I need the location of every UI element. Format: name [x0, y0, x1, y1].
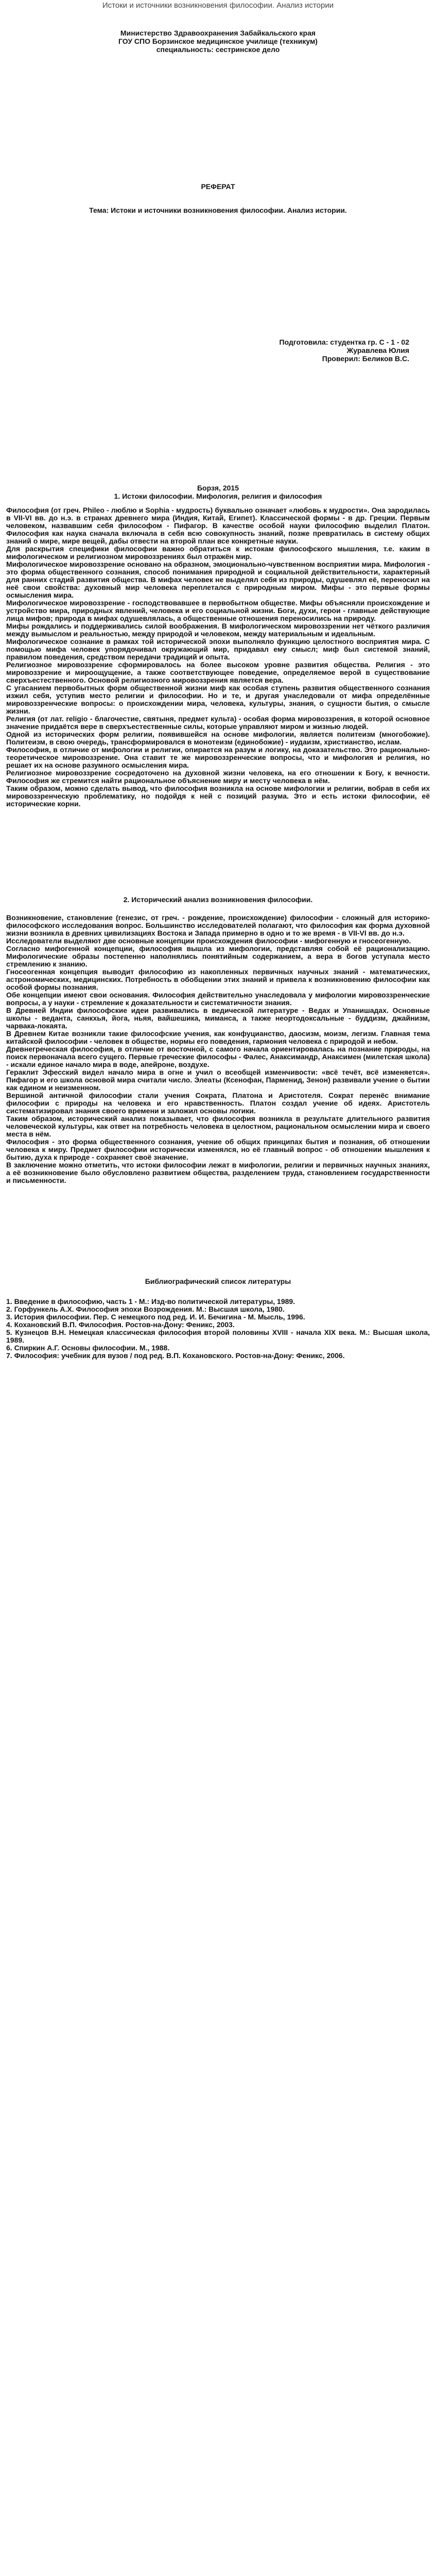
section1-paragraph: Религия (от лат. religio - благочестие, святыня, предмет культа) - особая форма мировоззрения, в которой основное значение придаётся вере в сверхъестественные силы, которые управляют миром и жизнью людей. — [6, 715, 430, 731]
student-line: Подготовила: студентка гр. С - 1 - 02 — [279, 338, 409, 346]
bibliography-item: 4. Кохановский В.П. Философия. Ростов-на-Дону: Феникс, 2003. — [6, 1320, 235, 1329]
section2-paragraph: Вершиной античной философии стали учения Сократа, Платона и Аристотеля. Сократ перенёс внимание философии с природы на человека и его нравственность. Платон создал учение об идеях. Аристотель систематизировал знания своего времени и заложил основы логики. — [6, 1091, 430, 1115]
bibliography-item: 7. Философия: учебник для вузов / под ред. В.П. Кохановского. Ростов-на-Дону: Феникс, 2006. — [6, 1351, 345, 1360]
section2-paragraph: Согласно мифогенной концепции, философия вышла из мифологии, представляя собой её рационализацию. Мифологические образы постепенно наполнялись понятийным содержанием, а вера в богов уступала место стремлению к знанию. — [6, 944, 430, 968]
section1-paragraph: Таким образом, можно сделать вывод, что философия возникла на основе мифологии и религии, вобрав в себя их мировоззренческую проблематику, но подойдя к ней с позиций разума. Это и есть истоки философии, её исторические корни. — [6, 784, 430, 808]
section1-paragraph: Философия (от греч. Phileo - люблю и Sophia - мудрость) буквально означает «любовь к мудрости». Она зародилась в VII-VI вв. до н.э. в странах древнего мира (Индия, Китай, Египет). Классической формы - в др. Греции. Первым человеком, назвавшим себя философом - Пифагор. В качестве особой науки философию выделил Платон. Философия как наука сначала включала в себя всю совокупность знаний, позже превратилась в систему общих знаний о мире, мире вещей, дабы отвести на второй план все конкретные науки. — [6, 506, 430, 545]
section1-paragraph: Мифологическое мировоззрение основано на образном, эмоционально-чувственном восприятии мира. Мифология - это форма общественного сознания, способ понимания природной и социальной действительности, характерный для ранних стадий развития общества. В мифах человек не выделял себя из природы, одушевлял её, переносил на неё свои свойства: духовный мир человека переплетался с природным миром. Мифы - это первые формы осмысления мира. — [6, 560, 430, 599]
section1-paragraph: Мифологическое сознание в рамках той исторической эпохи выполняло функцию целостного восприятия мира. С помощью мифа человек упорядочивал окружающий мир, придавал ему смысл; миф был системой знаний, правилом поведения, средством передачи традиций и опыта. — [6, 637, 430, 661]
document-page — [0, 1, 436, 2576]
checker-line: Проверил: Беликов В.С. — [322, 354, 409, 363]
bibliography-item: 6. Спиркин А.Г. Основы философии. М., 1988. — [6, 1344, 170, 1352]
topic-line: Тема: Истоки и источники возникновения философии. Анализ истории. — [89, 206, 347, 214]
referat-label: РЕФЕРАТ — [201, 182, 235, 191]
section1-paragraph: Религиозное мировоззрение сформировалось на более высоком уровне развития общества. Религия - это мировоззрение и мироощущение, а также соответствующее поведение, определяемое верой в существование сверхъестественного. Основой религиозного мировоззрения является вера. — [6, 660, 430, 684]
section2-paragraph: Гносеогенная концепция выводит философию из накопленных первичных научных знаний - математических, астрономических, медицинских. Потребность в обобщении этих знаний и привела к возникновению философии как особой формы познания. — [6, 968, 430, 991]
section2-body — [6, 914, 430, 1184]
place-year: Борзя, 2015 — [197, 484, 239, 492]
section2-paragraph: В заключение можно отметить, что истоки философии лежат в мифологии, религии и первичных научных знаниях, а её возникновение было обусловлено развитием общества, разделением труда, становлением государственности и письменности. — [6, 1161, 430, 1184]
authors-block — [6, 338, 430, 363]
section2-paragraph: Философия - это форма общественного сознания, учение об общих принципах бытия и познания, об отношении человека к миру. Предмет философии исторически изменялся, но её главный вопрос - об отношении мышления к бытию, духа к природе - сохраняет своё значение. — [6, 1138, 430, 1161]
section2-paragraph: Исследователи выделяют две основные концепции происхождения философии - мифогенную и гносеогенную. — [6, 937, 411, 945]
section2-title: 2. Исторический анализ возникновения философии. — [123, 895, 313, 904]
section2-paragraph: Древнегреческая философия, в отличие от восточной, с самого начала ориентировалась на познание природы, на поиск первоначала всего сущего. Первые греческие философы - Фалес, Анаксимандр, Анаксимен (милетская школа) - искали единое начало мира в воде, апейроне, воздухе. — [6, 1045, 430, 1069]
section1-paragraph: Философия, в отличие от мифологии и религии, опирается на разум и логику, на доказательство. Это рационально-теоретическое мировоззрение. Она ставит те же мировоззренческие вопросы, что и мифология и религия, но решает их на основе разумного осмысления мира. — [6, 745, 430, 769]
section2-paragraph: Возникновение, становление (генезис, от греч. - рождение, происхождение) философии - сложный для историко-философского исследования вопрос. Большинство исследователей полагают, что философия как форма духовной жизни возникла в древних цивилизациях Востока и Запада примерно в одно и то же время - в VII-VI вв. до н.э. — [6, 913, 430, 937]
section2-paragraph: Гераклит Эфесский видел начало мира в огне и учил о всеобщей изменчивости: «всё течёт, всё изменяется». Пифагор и его школа основой мира считали число. Элеаты (Ксенофан, Парменид, Зенон) развивали учение о бытии как едином и неизменном. — [6, 1068, 430, 1092]
section1-paragraph: Мифы рождались и поддерживались силой воображения. В мифологическом мировоззрении нет чёткого различия между вымыслом и реальностью, между природой и человеком, между материальным и идеальным. — [6, 622, 430, 638]
bibliography-title: Библиографический список литературы — [145, 1277, 291, 1285]
document-title: Истоки и источники возникновения философии. Анализ истории — [102, 1, 334, 10]
section1-paragraph: Одной из исторических форм религии, появившейся на основе мифологии, является политеизм (многобожие). Политеизм, в свою очередь, трансформировался в монотеизм (единобожие) - иудаизм, христианство, ислам. — [6, 730, 430, 746]
section1-paragraph: С угасанием первобытных форм общественной жизни миф как особая ступень развития общественного сознания изжил себя, уступив место религии и философии. Но и те, и другая унаследовали от мифа определённые мировоззренческие вопросы: о происхождении мира, человека, культуры, знания, о сущности бытия, о смысле жизни. — [6, 684, 430, 715]
section2-paragraph: Таким образом, исторический анализ показывает, что философия возникла в результате длительного развития человеческой культуры, как ответ на потребность человека в целостном, рациональном осмыслении мира и своего места в нём. — [6, 1114, 430, 1138]
ministry-line: Министерство Здравоохранения Забайкальского края — [120, 29, 316, 37]
section1-paragraph: Мифологическое мировоззрение - господствовавшее в первобытном обществе. Мифы объясняли происхождение и устройство мира, природных явлений, человека и его социальной жизни. Боги, духи, герои - главные действующие лица мифов; природа в мифах одушевлялась, а общественные отношения переносились на природу. — [6, 599, 430, 622]
section1-body — [6, 506, 430, 808]
specialty-line: специальность: сестринское дело — [156, 45, 280, 54]
section1-paragraph: Религиозное мировоззрение сосредоточено на духовной жизни человека, на его отношении к Богу, к вечности. Философия же стремится найти рациональное объяснение миру и месту человека в нём. — [6, 769, 430, 785]
bibliography-item: 1. Введение в философию, часть 1 - М.: Изд-во политической литературы, 1989. — [6, 1297, 295, 1306]
bibliography-item: 2. Горфункель А.Х. Философия эпохи Возрождения. М.: Высшая школа, 1980. — [6, 1305, 285, 1313]
section2-paragraph: В Древней Индии философские идеи развивались в ведической литературе - Ведах и Упанишадах. Основные школы - веданта, санкхья, йога, ньяя, вайшешика, миманса, а также неортодоксальные - буддизм, джайнизм, чарвака-локаята. — [6, 1006, 430, 1030]
bibliography-item: 5. Кузнецов В.Н. Немецкая классическая философия второй половины XVIII - начала XIX века. М.: Высшая школа, 1989. — [6, 1328, 430, 1344]
college-line: ГОУ СПО Борзинское медицинское училище (техникум) — [118, 37, 318, 45]
bibliography-list — [6, 1298, 430, 1360]
bibliography-item: 3. История философии. Пер. С немецкого под ред. И. И. Бечигина - М. Мысль, 1996. — [6, 1313, 305, 1321]
student-name: Журавлева Юлия — [346, 346, 409, 354]
section1-paragraph: Для раскрытия специфики философии важно обратиться к истокам философского мышления, т.е. каким в мифологическом и религиозном мировоззрениях был отражён мир. — [6, 545, 430, 561]
institution-header — [6, 29, 430, 54]
section2-paragraph: В Древнем Китае возникли такие философские учения, как конфуцианство, даосизм, моизм, легизм. Главная тема китайской философии - человек в обществе, нормы его поведения, гармония человека с природой и небом. — [6, 1029, 430, 1045]
section1-title: 1. Истоки философии. Мифология, религия и философия — [114, 492, 322, 500]
section2-paragraph: Обе концепции имеют свои основания. Философия действительно унаследовала у мифологии мировоззренческие вопросы, а у науки - стремление к доказательности и систематичности знания. — [6, 991, 430, 1007]
